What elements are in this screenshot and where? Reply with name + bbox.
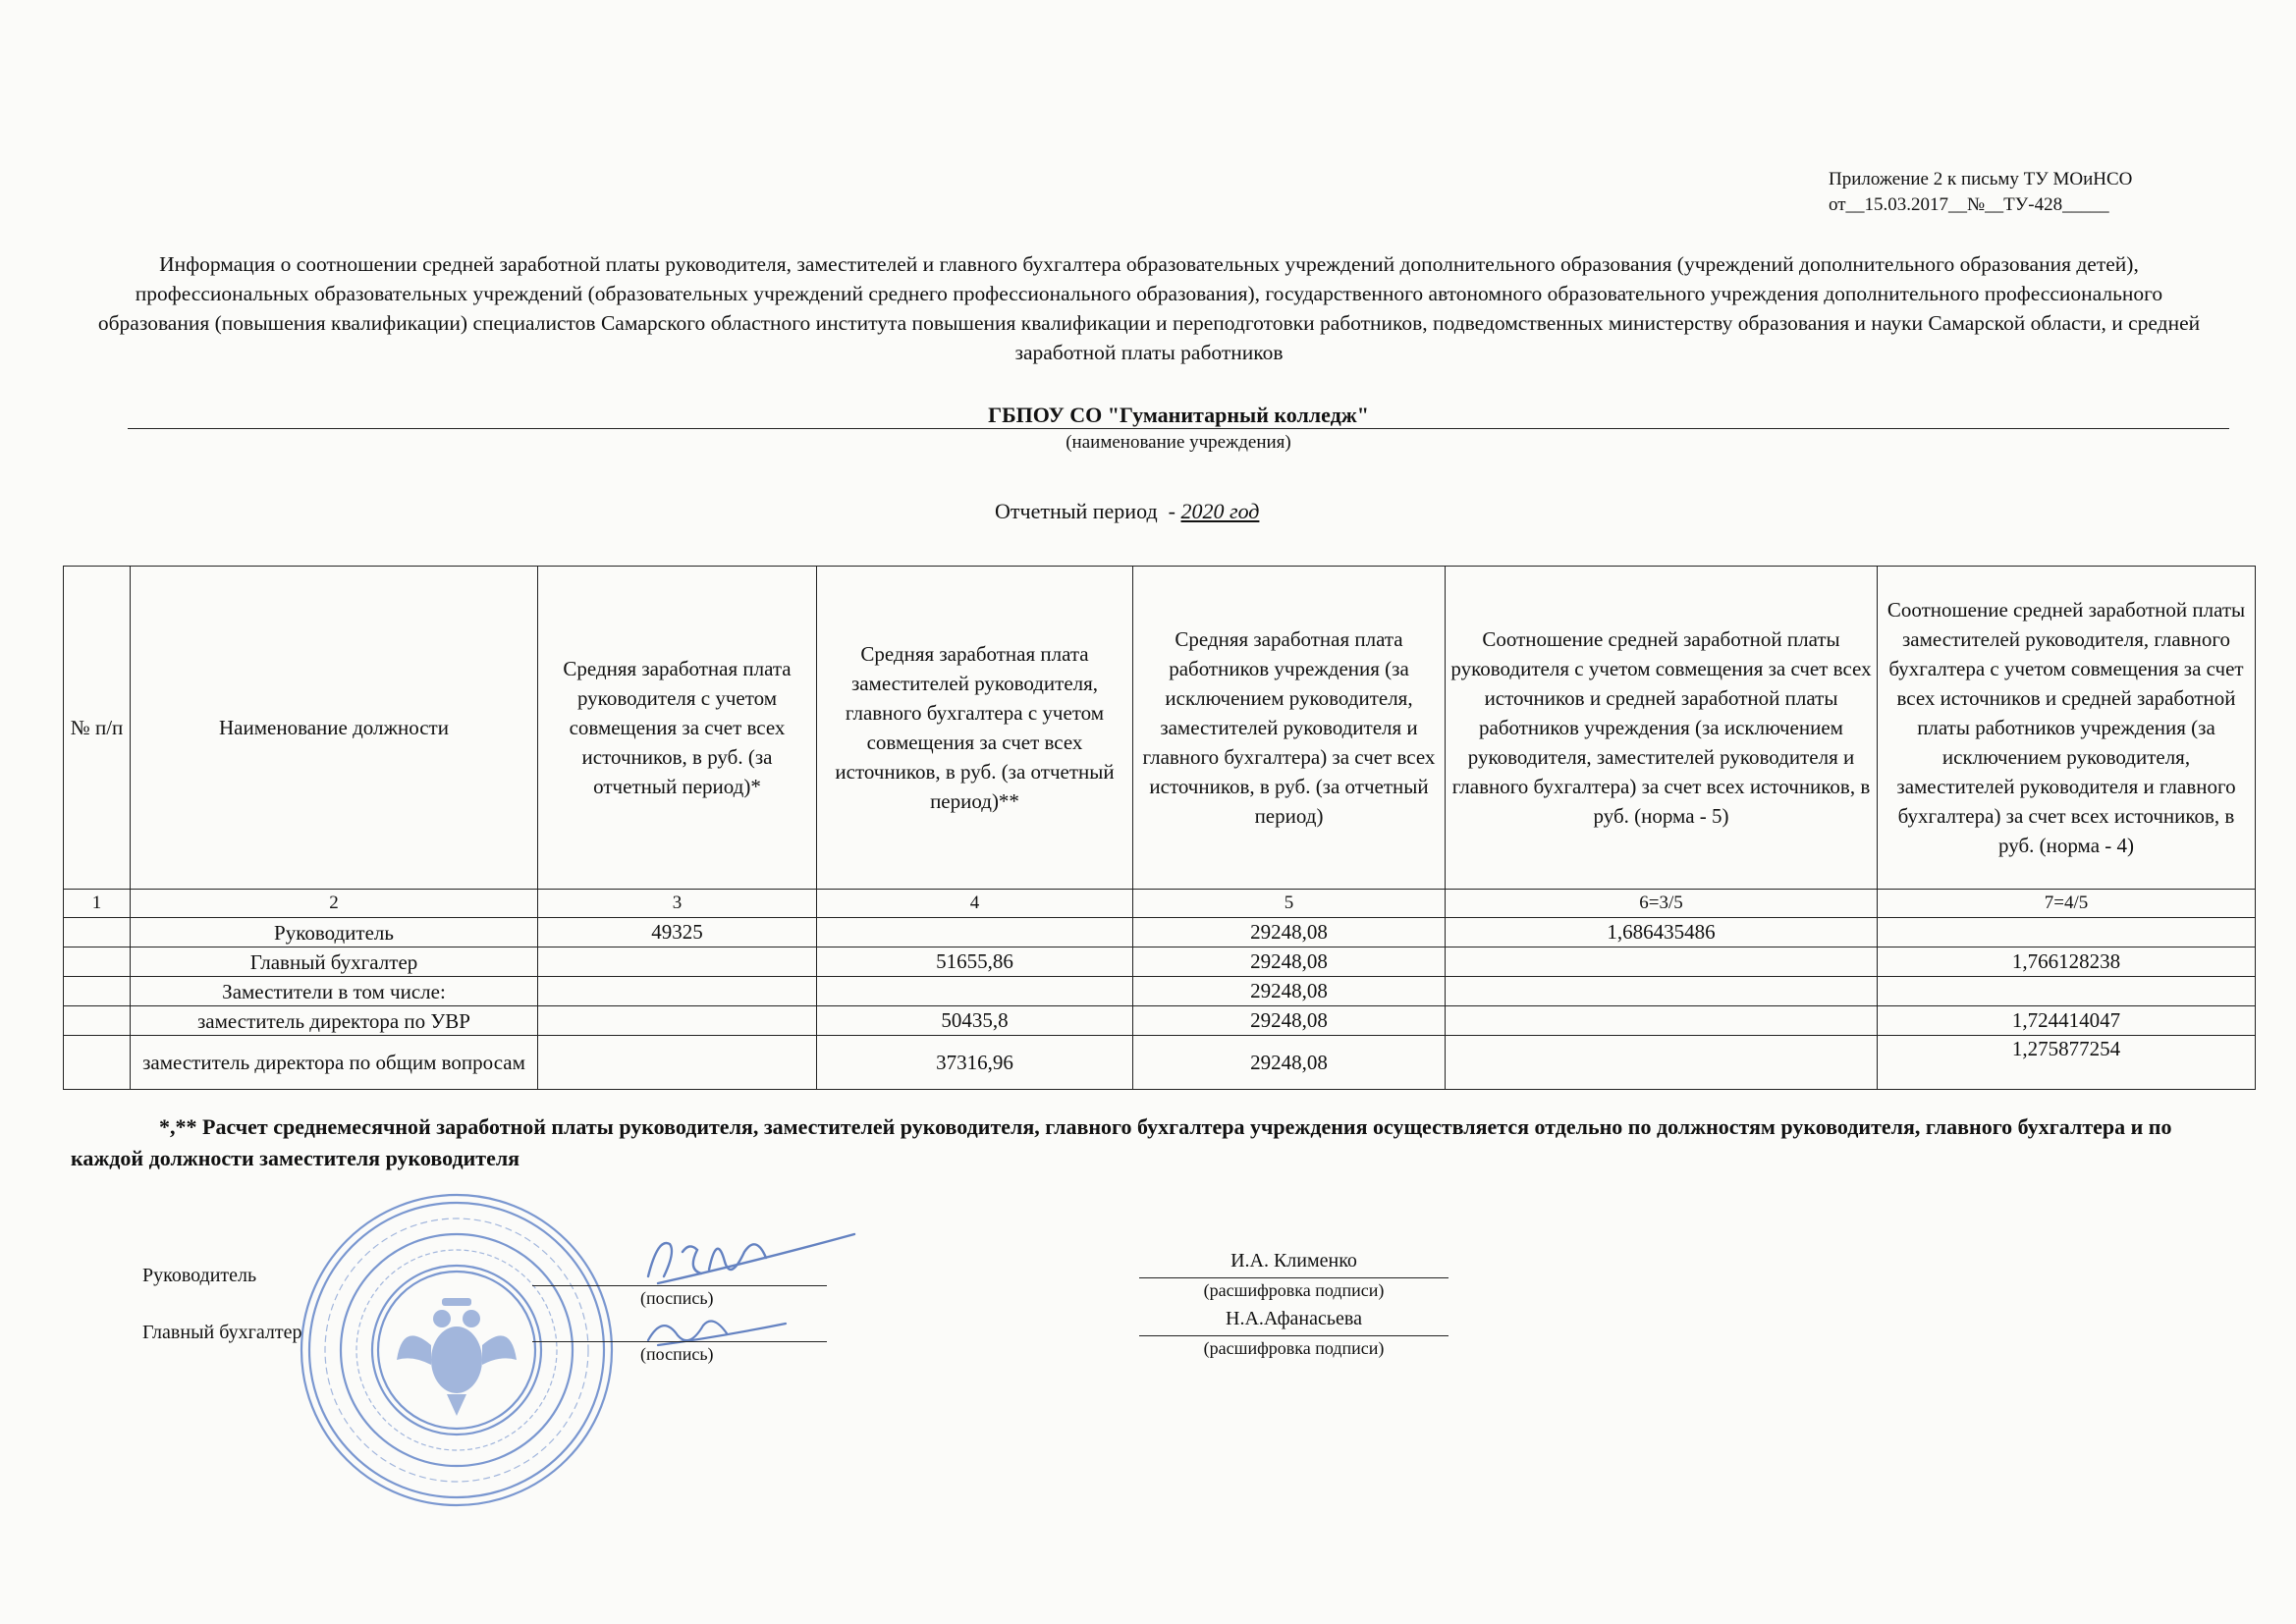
- table-numbering-row: [64, 890, 2256, 918]
- col-number: 2: [131, 890, 538, 918]
- row-number: [64, 1036, 131, 1090]
- header-deputies-ratio: Соотношение средней заработной платы заместителей руководителя, главного бухгалтера с учетом совмещения за счет всех источников и средней заработной платы работников учреждения (за исключением руководителя, заместителей руководителя и главного бухгалтера) за счет всех источников, в руб. (норма - 4): [1878, 567, 2256, 890]
- head-ratio-cell: [1446, 977, 1878, 1006]
- deputies-salary-cell: 50435,8: [817, 1006, 1133, 1036]
- row-number: [64, 947, 131, 977]
- deputies-ratio-cell: [1878, 918, 2256, 947]
- head-ratio-cell: [1446, 1036, 1878, 1090]
- workers-salary-cell: 29248,08: [1133, 947, 1446, 977]
- head-ratio-cell: 1,686435486: [1446, 918, 1878, 947]
- row-number: [64, 1006, 131, 1036]
- accountant-name-line: [1139, 1335, 1449, 1336]
- table-row: [64, 918, 2256, 947]
- header-number: № п/п: [64, 567, 131, 890]
- header-position: Наименование должности: [131, 567, 538, 890]
- period-label: Отчетный период -: [995, 499, 1181, 523]
- table-row: [64, 977, 2256, 1006]
- head-salary-cell: [538, 1036, 817, 1090]
- head-name-line: [1139, 1277, 1449, 1278]
- accountant-name: Н.А.Афанасьева: [1226, 1308, 1362, 1329]
- appendix-reference: [1829, 167, 2132, 218]
- position-cell: Главный бухгалтер: [131, 947, 538, 977]
- organization-caption: (наименование учреждения): [1066, 432, 1291, 453]
- table-row: [64, 947, 2256, 977]
- head-ratio-cell: [1446, 1006, 1878, 1036]
- appendix-line-1: Приложение 2 к письму ТУ МОиНСО: [1829, 169, 2133, 189]
- table-header-row: [64, 567, 2256, 890]
- col-number: 1: [64, 890, 131, 918]
- head-salary-cell: [538, 1006, 817, 1036]
- organization-underline: [128, 428, 2229, 429]
- deputies-salary-cell: 37316,96: [817, 1036, 1133, 1090]
- head-name: И.А. Клименко: [1230, 1250, 1357, 1272]
- deputies-salary-cell: 51655,86: [817, 947, 1133, 977]
- col-number: 7=4/5: [1878, 890, 2256, 918]
- head-salary-cell: [538, 977, 817, 1006]
- accountant-sign-caption: (поспись): [640, 1344, 714, 1364]
- position-cell: заместитель директора по общим вопросам: [131, 1036, 538, 1090]
- head-sign-caption: (поспись): [640, 1288, 714, 1308]
- row-number: [64, 977, 131, 1006]
- table-row: [64, 1006, 2256, 1036]
- head-ratio-cell: [1446, 947, 1878, 977]
- reporting-period: [995, 499, 1259, 524]
- row-number: [64, 918, 131, 947]
- position-cell: Заместители в том числе:: [131, 977, 538, 1006]
- footnote: *,** Расчет среднемесячной заработной платы руководителя, заместителей руководителя, главного бухгалтера учреждения осуществляется отдельно по должностям руководителя, главного бухгалтера и по каждой должности заместителя руководителя: [71, 1114, 2172, 1170]
- header-workers-salary: Средняя заработная плата работников учреждения (за исключением руководителя, заместителей руководителя и главного бухгалтера) за счет всех источников, в руб. (за отчетный период): [1133, 567, 1446, 890]
- accountant-sign-line: [532, 1341, 827, 1342]
- accountant-name-caption: (расшифровка подписи): [1203, 1338, 1385, 1358]
- head-name-caption: (расшифровка подписи): [1203, 1280, 1385, 1300]
- document-title: Информация о соотношении средней заработной платы руководителя, заместителей и главного бухгалтера образовательных учреждений дополнительного образования (учреждений дополнительного образования детей), профессиональных образовательных учреждений (образовательных учреждений среднего профессионального образования), государственного автономного образовательного учреждения дополнительного профессионального образования (повышения квалификации) специалистов Самарского областного института повышения квалификации и переподготовки работников, подведомственных министерству образования и науки Самарской области, и средней заработной платы работников: [97, 252, 2201, 364]
- head-salary-cell: 49325: [538, 918, 817, 947]
- header-head-ratio: Соотношение средней заработной платы руководителя с учетом совмещения за счет всех источников и средней заработной платы работников учреждения (за исключением руководителя, заместителей руководителя и главного бухгалтера) за счет всех источников, в руб. (норма - 5): [1446, 567, 1878, 890]
- col-number: 5: [1133, 890, 1446, 918]
- deputies-salary-cell: [817, 977, 1133, 1006]
- appendix-line-2: от__15.03.2017__№__ТУ-428_____: [1829, 194, 2109, 215]
- header-deputies-salary: Средняя заработная плата заместителей руководителя, главного бухгалтера с учетом совмещения за счет всех источников, в руб. (за отчетный период)**: [817, 567, 1133, 890]
- position-cell: заместитель директора по УВР: [131, 1006, 538, 1036]
- salary-ratio-table: [63, 566, 2256, 1090]
- col-number: 4: [817, 890, 1133, 918]
- deputies-salary-cell: [817, 918, 1133, 947]
- col-number: 3: [538, 890, 817, 918]
- deputies-ratio-cell: 1,766128238: [1878, 947, 2256, 977]
- workers-salary-cell: 29248,08: [1133, 918, 1446, 947]
- table-row: [64, 1036, 2256, 1090]
- position-cell: Руководитель: [131, 918, 538, 947]
- deputies-ratio-cell: [1878, 977, 2256, 1006]
- deputies-ratio-cell: 1,275877254: [1878, 1036, 2256, 1090]
- period-value: 2020 год: [1180, 499, 1260, 523]
- head-label: Руководитель: [142, 1265, 257, 1286]
- workers-salary-cell: 29248,08: [1133, 977, 1446, 1006]
- organization-name: ГБПОУ СО "Гуманитарный колледж": [988, 403, 1369, 427]
- workers-salary-cell: 29248,08: [1133, 1006, 1446, 1036]
- deputies-ratio-cell: 1,724414047: [1878, 1006, 2256, 1036]
- head-salary-cell: [538, 947, 817, 977]
- col-number: 6=3/5: [1446, 890, 1878, 918]
- header-head-salary: Средняя заработная плата руководителя с учетом совмещения за счет всех источников, в руб. (за отчетный период)*: [538, 567, 817, 890]
- accountant-label: Главный бухгалтер: [142, 1322, 302, 1343]
- head-sign-line: [532, 1285, 827, 1286]
- workers-salary-cell: 29248,08: [1133, 1036, 1446, 1090]
